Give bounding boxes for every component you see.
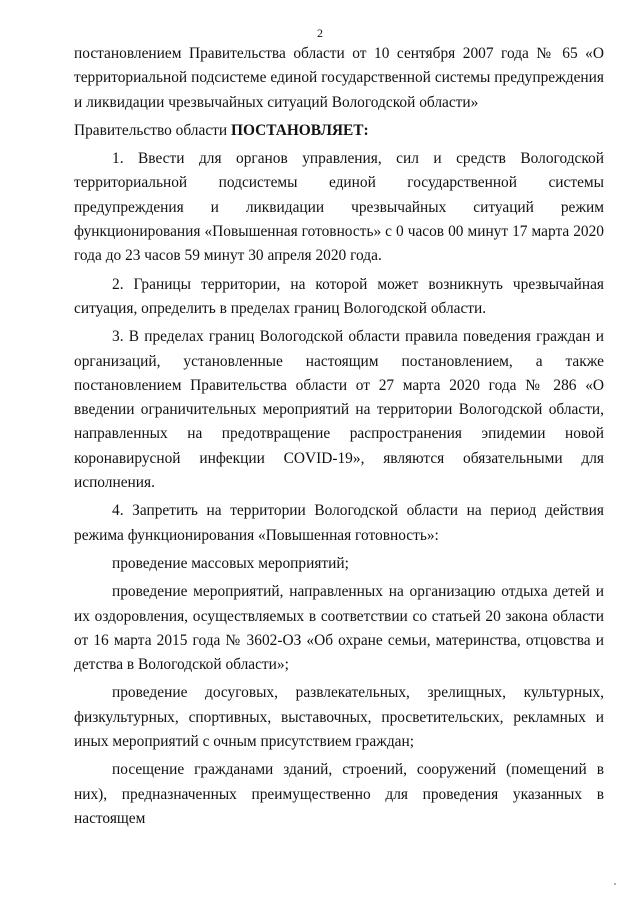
paragraph-4-item-3: проведение досуговых, развлекательных, зрелищных, культурных, физкультурных, спортивных, выставочных, просветительских, рекламных и иных мероприятий с очным присутствием граждан; [74,684,604,751]
paragraph-2: 2. Границы территории, на которой может возникнуть чрезвычайная ситуация, определить в пределах границ Вологодской области. [74,275,604,317]
page-number: 2 [317,26,323,40]
scan-speck [614,883,616,885]
paragraph-4-item-1: проведение массовых мероприятий; [112,554,349,572]
document-body [74,42,604,835]
paragraph-1: 1. Ввести для органов управления, сил и средств Вологодской территориальной подсистемы единой государственной системы предупреждения и ликвидации чрезвычайных ситуаций режим функционирования «Повышенная готовность» с 0 часов 00 минут 17 марта 2020 года до 23 часов 59 минут 30 апреля 2020 года. [74,150,604,265]
paragraph-4-item-2: проведение мероприятий, направленных на организацию отдыха детей и их оздоровления, осуществляемых в соответствии со статьей 20 закона области от 16 марта 2015 года № 3602-ОЗ «Об охране семьи, материнства, отцовства и детства в Вологодской области»; [74,583,604,674]
resolves-prefix: Правительство области [74,121,231,139]
resolves-keyword: ПОСТАНОВЛЯЕТ: [230,121,369,139]
paragraph-4: 4. Запретить на территории Вологодской области на период действия режима функционирования «Повышенная готовность»: [74,502,604,544]
paragraph-3: 3. В пределах границ Вологодской области правила поведения граждан и организаций, установленные настоящим постановлением, а также постановлением Правительства области от 27 марта 2020 года № 286 «О введении ограничительных мероприятий на территории Вологодской области, направленных на предотвращение распространения эпидемии новой коронавирусной инфекции COVID-19», являются обязательными для исполнения. [74,328,604,492]
resolves-line [74,119,604,143]
paragraph-4-item-4: посещение гражданами зданий, строений, сооружений (помещений в них), предназначенных преимущественно для проведения указанных в настоящем [74,761,604,827]
intro-continuation: постановлением Правительства области от 10 сентября 2007 года № 65 «О территориальной подсистеме единой государственной системы предупреждения и ликвидации чрезвычайных ситуаций Вологодской области» [74,45,604,111]
